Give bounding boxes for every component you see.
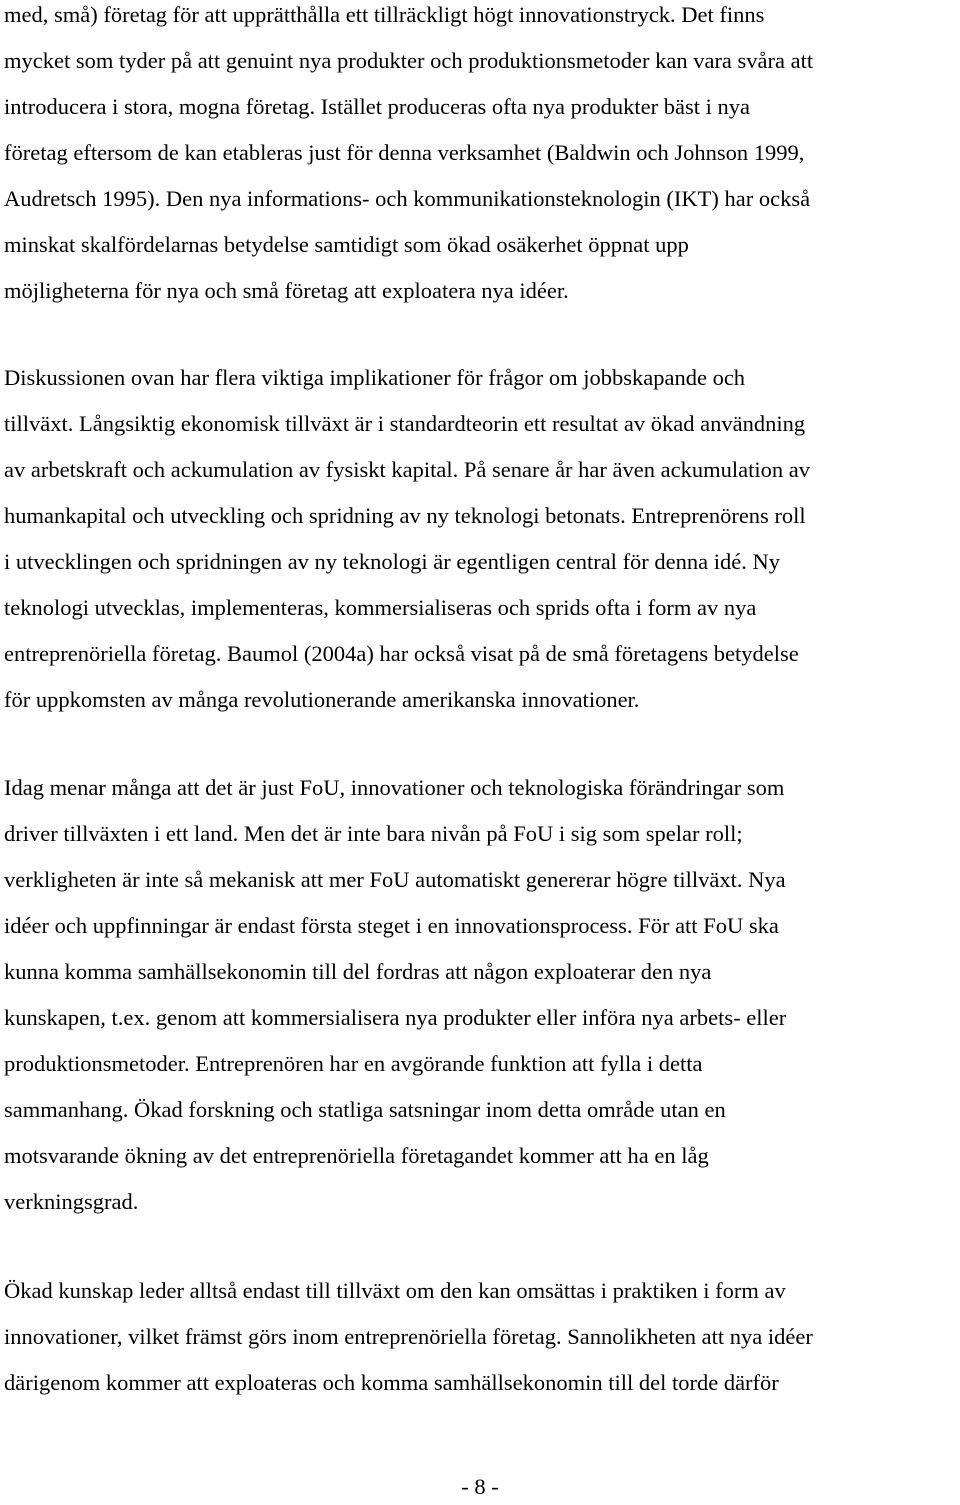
text-line: för uppkomsten av många revolutionerande amerikanska innovationer. — [4, 687, 640, 712]
text-line: tillväxt. Långsiktig ekonomisk tillväxt är i standardteorin ett resultat av ökad användning — [4, 411, 806, 436]
page-number: - 8 - — [461, 1474, 499, 1499]
text-line: humankapital och utveckling och spridning av ny teknologi betonats. Entreprenörens roll — [4, 503, 806, 528]
paragraph-2 — [4, 355, 956, 723]
text-line: introducera i stora, mogna företag. Istället produceras ofta nya produkter bäst i nya — [4, 94, 750, 119]
text-line: Diskussionen ovan har flera viktiga implikationer för frågor om jobbskapande och — [4, 365, 746, 390]
text-line: teknologi utvecklas, implementeras, kommersialiseras och sprids ofta i form av nya — [4, 595, 757, 620]
text-line: idéer och uppfinningar är endast första steget i en innovationsprocess. För att FoU ska — [4, 913, 779, 938]
text-line: motsvarande ökning av det entreprenöriella företagandet kommer att ha en låg — [4, 1143, 709, 1168]
text-line: verkningsgrad. — [4, 1189, 139, 1214]
text-line: med, små) företag för att upprätthålla ett tillräckligt högt innovationstryck. Det finns — [4, 2, 765, 27]
text-line: produktionsmetoder. Entreprenören har en avgörande funktion att fylla i detta — [4, 1051, 703, 1076]
text-line: sammanhang. Ökad forskning och statliga satsningar inom detta område utan en — [4, 1097, 726, 1122]
paragraph-4 — [4, 1268, 956, 1406]
text-line: företag eftersom de kan etableras just för denna verksamhet (Baldwin och Johnson 1999, — [4, 140, 805, 165]
text-line: kunskapen, t.ex. genom att kommersialisera nya produkter eller införa nya arbets- eller — [4, 1005, 787, 1030]
text-line: av arbetskraft och ackumulation av fysiskt kapital. På senare år har även ackumulation av — [4, 457, 810, 482]
text-line: Audretsch 1995). Den nya informations- och kommunikationsteknologin (IKT) har också — [4, 186, 811, 211]
text-line: driver tillväxten i ett land. Men det är inte bara nivån på FoU i sig som spelar roll; — [4, 821, 743, 846]
text-line: möjligheterna för nya och små företag att exploatera nya idéer. — [4, 278, 569, 303]
text-line: Idag menar många att det är just FoU, innovationer och teknologiska förändringar som — [4, 775, 785, 800]
text-line: i utvecklingen och spridningen av ny teknologi är egentligen central för denna idé. Ny — [4, 549, 781, 574]
text-line: därigenom kommer att exploateras och komma samhällsekonomin till del torde därför — [4, 1370, 779, 1395]
text-line: entreprenöriella företag. Baumol (2004a) har också visat på de små företagens betydelse — [4, 641, 799, 666]
paragraph-3 — [4, 765, 956, 1225]
text-line: kunna komma samhällsekonomin till del fordras att någon exploaterar den nya — [4, 959, 712, 984]
text-line: minskat skalfördelarnas betydelse samtidigt som ökad osäkerhet öppnat upp — [4, 232, 689, 257]
text-line: Ökad kunskap leder alltså endast till tillväxt om den kan omsättas i praktiken i form av — [4, 1278, 786, 1303]
paragraph-1 — [4, 0, 956, 314]
text-line: verkligheten är inte så mekanisk att mer FoU automatiskt genererar högre tillväxt. Nya — [4, 867, 786, 892]
text-line: mycket som tyder på att genuint nya produkter och produktionsmetoder kan vara svåra att — [4, 48, 814, 73]
text-line: innovationer, vilket främst görs inom entreprenöriella företag. Sannolikheten att nya idéer — [4, 1324, 813, 1349]
